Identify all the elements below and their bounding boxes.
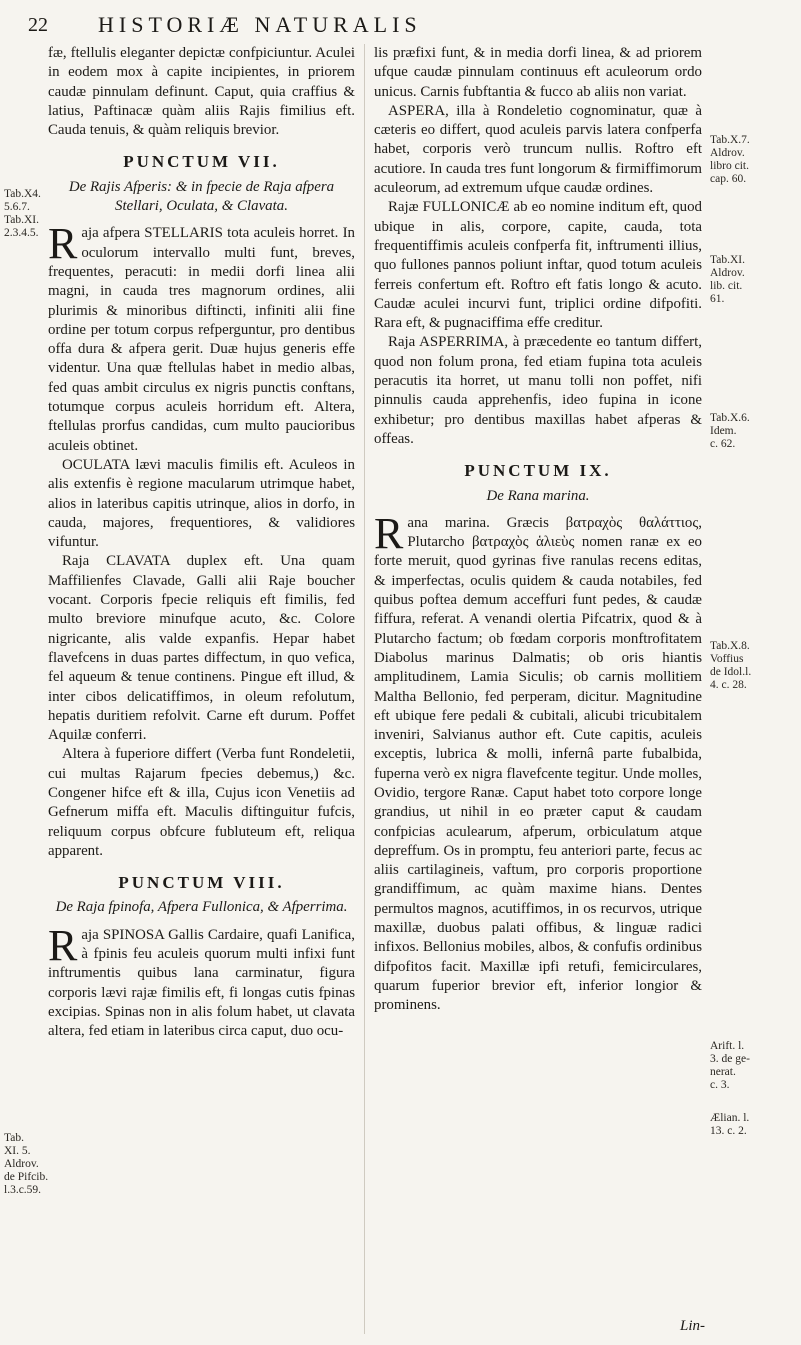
left-section-heading: PUNCTUM VIII. (118, 873, 285, 893)
margin-note-line: nerat. (710, 1066, 736, 1078)
margin-note-line: Aldrov. (4, 1158, 39, 1170)
right-column (374, 44, 702, 1016)
right-paragraph: Raja ASPERRIMA, à præcedente eo tantum differt, quod non folum prona, fed etiam fupina tota aculeis peracutis ita horret, ut manu tolli non poffet, nifi pinnulis cauda apprehenfis, ideo fupina in icone exhibetur; pro dentibus maxillas habet afperas & offeas. (374, 334, 702, 447)
margin-note-line: lib. cit. (710, 280, 743, 292)
margin-note-right-6 (710, 1112, 760, 1138)
margin-note-left-1 (4, 188, 46, 240)
margin-note-line: Aldrov. (710, 267, 745, 279)
margin-note-right-2 (710, 254, 760, 306)
left-paragraph: Raja SPINOSA Gallis Cardaire, quafi Lanifica, à fpinis feu aculeis quorum multi infixi funt inftrumentis quibus lana carminatur, figura corporis lævi rajæ fimilis eft, fi longas cutis fpinas excipias. Spinas non in alis folum habet, ut clavata altera, fed etiam in lateribus circa caput, duo ocu- (48, 920, 355, 1040)
left-paragraph: OCULATA lævi maculis fimilis eft. Aculeos in alis extenfis è regione macularum utrimque habet, alios in lateribus capitis utrinque, alios in dorfo, in cauda, majores, frequentiores, & validiores vifuntur. (48, 456, 355, 551)
left-paragraph: fæ, ftellulis eleganter depictæ confpiciuntur. Aculei in eodem mox à capite incipientes, in priorem caudæ pinnulam definunt. Caput, quia craffius & latius, Paftinacæ quàm aliis Rajis fimilius eft. Cauda tenuis, & quàm reliquis brevior. (48, 45, 355, 139)
margin-note-line: Tab.X.7. (710, 134, 750, 146)
margin-note-right-3 (710, 412, 760, 451)
margin-note-line: 5.6.7. (4, 201, 30, 213)
margin-note-line: Ælian. l. (710, 1112, 750, 1124)
catchword: Lin- (679, 1318, 705, 1334)
left-section-subtitle: De Rajis Afperis: & in fpecie de Raja afpera Stellari, Oculata, & Clavata. (68, 178, 335, 215)
page-number: 22 (28, 14, 48, 36)
margin-note-line: 2.3.4.5. (4, 227, 39, 239)
margin-note-line: 4. c. 28. (710, 679, 747, 691)
margin-note-line: Tab.X.6. (710, 412, 750, 424)
margin-note-line: Tab. (4, 1132, 24, 1144)
right-paragraph: ASPERA, illa à Rondeletio cognominatur, quæ à cæteris eo differt, quod aculeis parvis latera confperfa habet, corporis verò truncum nullis. Roftro eft acutiore. In cauda tres funt longorum & firmiffimorum aculeorum, ad extremum ufque caudæ ordines. (374, 102, 702, 197)
left-section-subtitle: De Raja fpinofa, Afpera Fullonica, & Afperrima. (55, 899, 348, 916)
margin-note-line: de Pifcib. (4, 1171, 49, 1183)
margin-note-line: Voffius (710, 653, 744, 665)
page-header (28, 10, 768, 40)
right-section-subtitle: De Rana marina. (486, 487, 590, 504)
margin-note-left-2 (4, 1132, 49, 1197)
margin-note-line: c. 62. (710, 438, 736, 450)
margin-note-line: c. 3. (710, 1079, 730, 1091)
column-divider (364, 44, 365, 1334)
margin-note-right-4 (710, 640, 760, 692)
margin-note-line: Tab.XI. (4, 214, 39, 226)
margin-note-line: Arift. l. (710, 1040, 745, 1052)
left-column (48, 44, 355, 1042)
margin-note-line: 13. c. 2. (710, 1125, 747, 1137)
running-head: HISTORIÆ NATURALIS (98, 12, 422, 37)
right-paragraph: lis præfixi funt, & in media dorfi linea, & ad priorem ufque caudæ pinnulam continuus eft aculeorum ordo unicus. Carnis fubftantia & fucco ab aliis non variat. (374, 45, 702, 100)
margin-note-right-1 (710, 134, 760, 186)
left-section-heading: PUNCTUM VII. (123, 152, 280, 172)
left-paragraph: Altera à fuperiore differt (Verba funt Rondeletii, cui multas Rajarum fpecies debemus,) &c. Congener hifce eft & illa, Cujus icon Venetiis ad Gefnerum miffa eft. Maculis diftinguitur fufcis, reliquum corpus obfcure fubluteum eft, reliqua apparent. (48, 746, 355, 859)
margin-note-line: Aldrov. (710, 147, 745, 159)
margin-note-line: Idem. (710, 425, 737, 437)
margin-note-right-5 (710, 1040, 760, 1092)
margin-note-line: XI. 5. (4, 1145, 31, 1157)
left-paragraph: Raja CLAVATA duplex eft. Una quam Maffilienfes Clavade, Galli alii Raje boucher vocant. Corporis fpecie reliquis eft fimilis, fed multo breviore minufque acuto, &c. Colore nigricante, alis valde expanfis. Hepar habet flavefcens in duas partes diffectum, in quo vefica, fel aqueum & tenue continens. Pingue eft illud, & inter cibos delicatiffimos, in oleum refolutum, hepatis duritiem refolvit. Carne eft durum. Poffet Aquilæ conferri. (48, 553, 355, 744)
margin-note-line: cap. 60. (710, 173, 747, 185)
margin-note-line: Tab.XI. (710, 254, 745, 266)
margin-note-line: 61. (710, 293, 725, 305)
margin-note-line: libro cit. (710, 160, 749, 172)
margin-note-line: l.3.c.59. (4, 1184, 42, 1196)
right-section-heading: PUNCTUM IX. (464, 461, 612, 481)
margin-note-line: 3. de ge- (710, 1053, 750, 1065)
margin-note-line: Tab.X4. (4, 188, 41, 200)
right-paragraph: Rana marina. Græcis βατραχὸς θαλάττιος, Plutarcho βατραχὸς ἁλιεὺς nomen ranæ ex eo forte meruit, quod gyrinas five ranulas recens editas, & imperfectas, oculis quidem & cauda notabiles, fed quibus poftea demum acceffuri funt pedes, & caudæ fiffura, referat. A venandi olertia Pifcatrix, quod & à Plutarcho factum; ob fœdam corporis monftrofitatem Diabolus marinus Dalmatis; ob oris hiantis amplitudinem, Lamia Siculis; ob carnis mollitiem Maltha Bellonio, fed perperam, dicitur. Magnitudine eft ubique fere pedali & cubitali, alicubi tricubitalem inveniri, Salvianus author eft. Cute capitis, aculeis exceptis, lubrica & molli, infernâ parte fubalbida, fuperna verò ex nigra flavefcente tegitur. Unde molles, Ovidio, tergore Ranæ. Caput habet toto corpore longe grandius, ut nihil in eo præter caput & caudam confpicias aculearum, afperum, orbiculatum atque depreffum. Os in promptu, feu anteriori parte, fecus ac aliis cartilagineis, vaftum, pro corporis proportione grandiffimum, ac quàm maxime hians. Dentes permultos magnos, acutiffimos, in os recurvos, utrique maxillæ, duobus palati offibus, & linguæ radici infixos. Bellonius mobiles, albos, & confufis ordinibus difpofitos facit. Maxillæ ipfi retufi, femicirculares, quarum fuperior brevior eft, inferior longior & prominens. (374, 508, 702, 1014)
margin-note-line: Tab.X.8. (710, 640, 750, 652)
right-paragraph: Rajæ FULLONICÆ ab eo nomine inditum eft, quod ubique in alis, corpore, capite, cauda, tota frequentiffimis aculeis confperfa fit, inftrumenti illius, quo fullones pannos poliunt inftar, quod totum aculeis ferreis confertum eft. Roftro eft fatis longo & acuto. Caudæ aculei incurvi funt, triplici ordine difpofiti. Rara eft, & pugnaciffima effe creditur. (374, 199, 702, 332)
left-paragraph: Raja afpera STELLARIS tota aculeis horret. In oculorum intervallo multi funt, breves, frequentes, peracuti: in medii dorfi linea alii magni, in cauda tres magnorum ordines, alii plurimis & minoribus diftincti, infiniti alii fine ordine per totum corpus refperguntur, pro dentibus offa dura & afpera gerit. Duæ hujus generis effe videntur. Una quæ ftellulas habet in medio albas, fed quas ambit circulus ex nigris punctis conftans, totumque corpus aculeis horridum eft. Altera, ftellulas prorfus candidas, cum multo paucioribus aculeis obtinet. (48, 219, 355, 454)
margin-note-line: de Idol.l. (710, 666, 752, 678)
